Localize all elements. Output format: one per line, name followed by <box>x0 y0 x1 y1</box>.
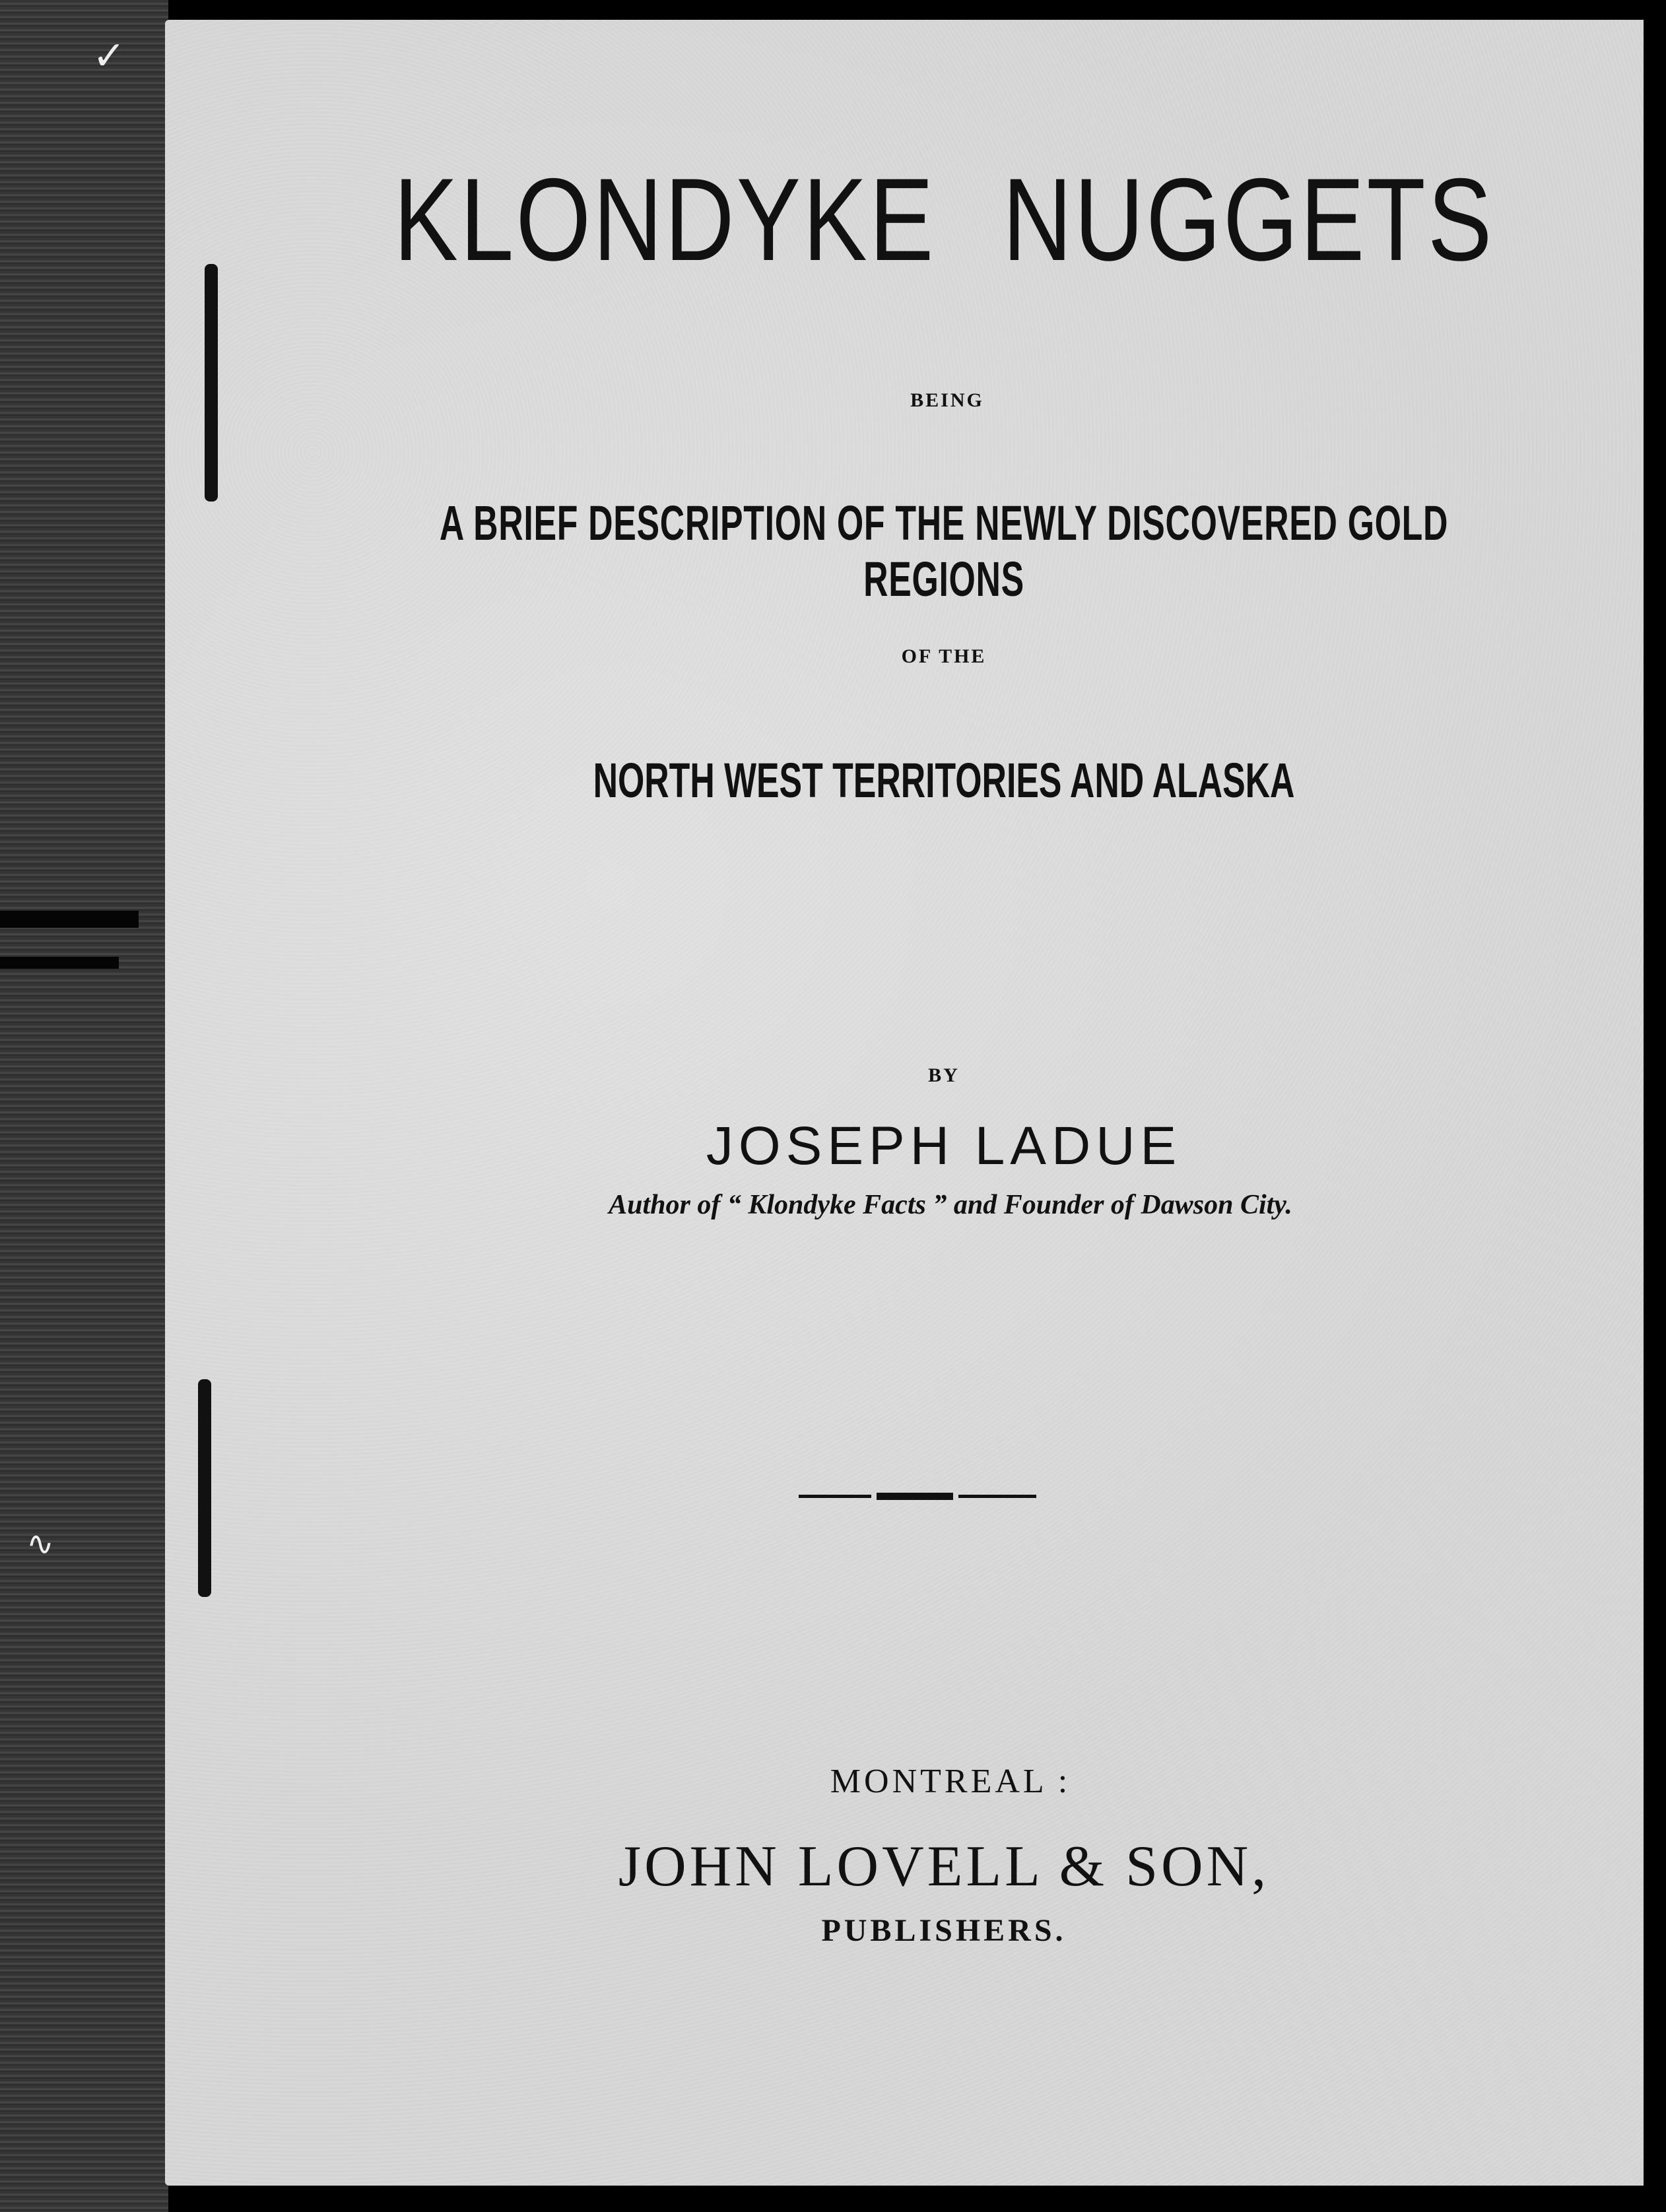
publisher-name: JOHN LOVELL & SON, <box>618 1835 1270 1899</box>
spine-tear <box>0 957 119 969</box>
publication-city: MONTREAL : <box>830 1763 1071 1800</box>
book-title: KLONDYKE NUGGETS <box>393 154 1494 285</box>
book-spine <box>0 0 168 2212</box>
ornamental-rule <box>799 1493 1036 1501</box>
author-name: JOSEPH LADUE <box>706 1116 1182 1176</box>
being-label: BEING <box>910 389 984 411</box>
handwritten-mark-icon: ∿ <box>26 1524 54 1563</box>
title-page <box>165 20 1644 2186</box>
spine-tear <box>0 911 139 928</box>
region-line: NORTH WEST TERRITORIES AND ALASKA <box>593 753 1295 808</box>
staple <box>198 1379 211 1597</box>
rule-segment <box>877 1493 953 1500</box>
staple <box>205 264 218 502</box>
publisher-role: PUBLISHERS. <box>821 1913 1067 1948</box>
author-credit: Author of “ Klondyke Facts ” and Founder of Dawson City. <box>609 1190 1292 1220</box>
book-subtitle: A BRIEF DESCRIPTION OF THE NEWLY DISCOVERED GOLD REGIONS <box>439 496 1449 606</box>
corner-mark-icon: ✓ <box>92 33 126 79</box>
rule-segment <box>958 1495 1036 1498</box>
by-label: BY <box>928 1064 960 1086</box>
rule-segment <box>799 1495 871 1498</box>
of-the-label: OF THE <box>901 645 987 667</box>
